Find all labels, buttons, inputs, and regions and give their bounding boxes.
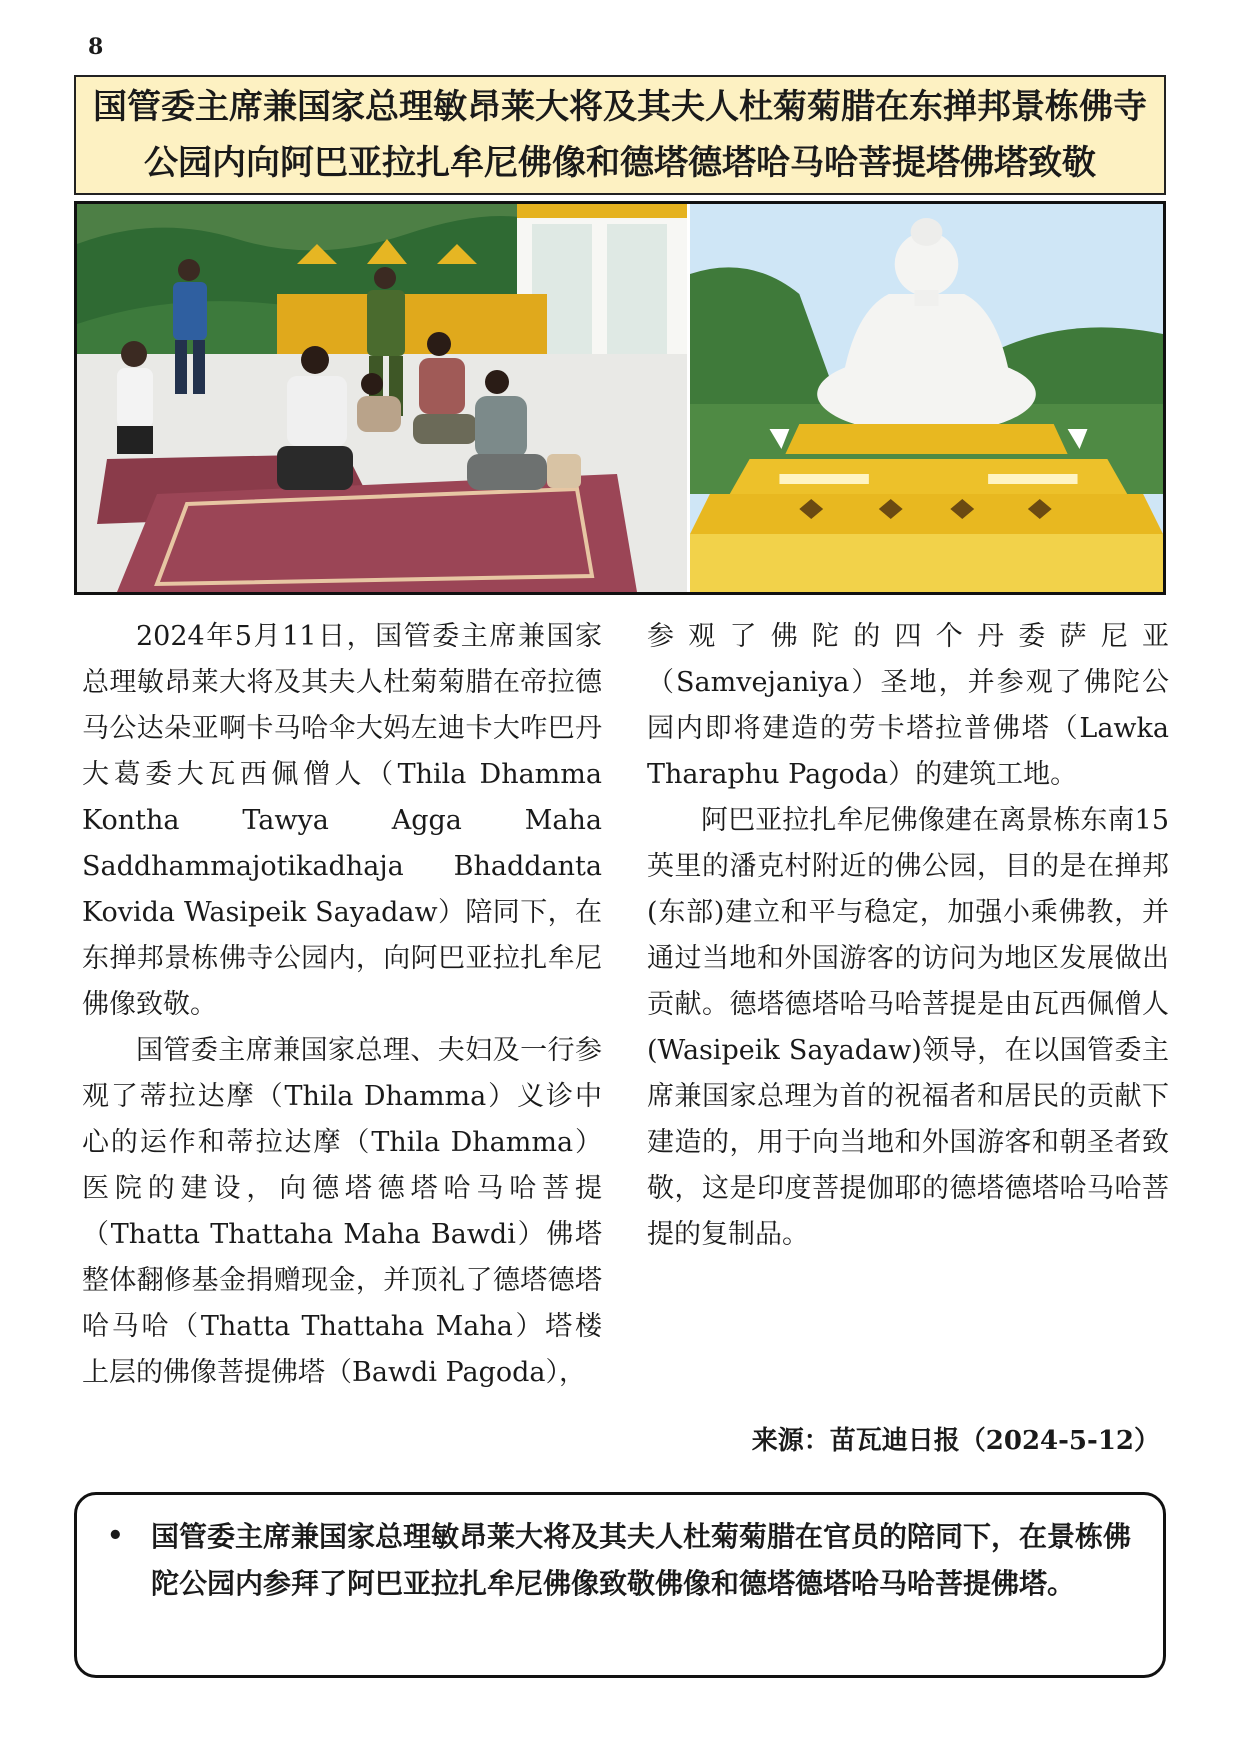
article-paragraph: 阿巴亚拉扎牟尼佛像建在离景栋东南15英里的潘克村附近的佛公园，目的是在掸邦(东部)建立和平与稳定，加强小乘佛教，并通过当地和外国游客的访问为地区发展做出贡献。德塔德塔哈马哈菩提是由瓦西佩僧人(Wasipeik Sayadaw)领导，在以国管委主席兼国家总理为首的祝福者和居民的贡献下建造的，用于向当地和外国游客和朝圣者致敬，这是印度菩提伽耶的德塔德塔哈马哈菩提的复制品。: [647, 805, 1169, 1250]
article-paragraph: 参观了佛陀的四个丹委萨尼亚（Samvejaniya）圣地，并参观了佛陀公园内即将建造的劳卡塔拉普佛塔（Lawka Tharaphu Pagoda）的建筑工地。: [647, 621, 1169, 790]
article-right-column: [647, 614, 1169, 1258]
article-left-column: [82, 614, 602, 1396]
article-paragraph: 2024年5月11日，国管委主席兼国家总理敏昂莱大将及其夫人杜菊菊腊在帝拉德马公达朵亚啊卡马哈伞大妈左迪卡大咋巴丹大葛委大瓦西佩僧人（Thila Dhamma Kontha Tawya Agga Maha Saddhammajotikadhaja Bhaddanta Kovida Wasipeik Sayadaw）陪同下，在东掸邦景栋佛寺公园内，向阿巴亚拉扎牟尼佛像致敬。: [82, 621, 602, 1020]
summary-text: 国管委主席兼国家总理敏昂莱大将及其夫人杜菊菊腊在官员的陪同下，在景栋佛陀公园内参拜了阿巴亚拉扎牟尼佛像致敬佛像和德塔德塔哈马哈菩提佛塔。: [151, 1520, 1132, 1600]
page-number: 8: [88, 34, 104, 60]
worship-photo-illustration: [77, 204, 687, 592]
headline-box: [74, 75, 1166, 195]
worship-photo: [77, 204, 690, 592]
bullet-icon: •: [107, 1521, 124, 1551]
photo-strip: [74, 201, 1166, 595]
summary-item: [107, 1513, 1141, 1607]
headline: 国管委主席兼国家总理敏昂莱大将及其夫人杜菊菊腊在东掸邦景栋佛寺公园内向阿巴亚拉扎牟尼佛像和德塔德塔哈马哈菩提塔佛塔致敬: [93, 87, 1147, 183]
buddha-statue-photo: [690, 204, 1163, 592]
article-paragraph: 国管委主席兼国家总理、夫妇及一行参观了蒂拉达摩（Thila Dhamma）义诊中心的运作和蒂拉达摩（Thila Dhamma）医院的建设，向德塔德塔哈马哈菩提（Thatta Thattaha Maha Bawdi）佛塔整体翻修基金捐赠现金，并顶礼了德塔德塔哈马哈（Thatta Thattaha Maha）塔楼上层的佛像菩提佛塔（Bawdi Pagoda），: [82, 1035, 602, 1388]
summary-box: [74, 1492, 1166, 1678]
buddha-statue-illustration: [690, 204, 1163, 592]
source-credit: 来源：苗瓦迪日报（2024-5-12）: [751, 1426, 1160, 1456]
